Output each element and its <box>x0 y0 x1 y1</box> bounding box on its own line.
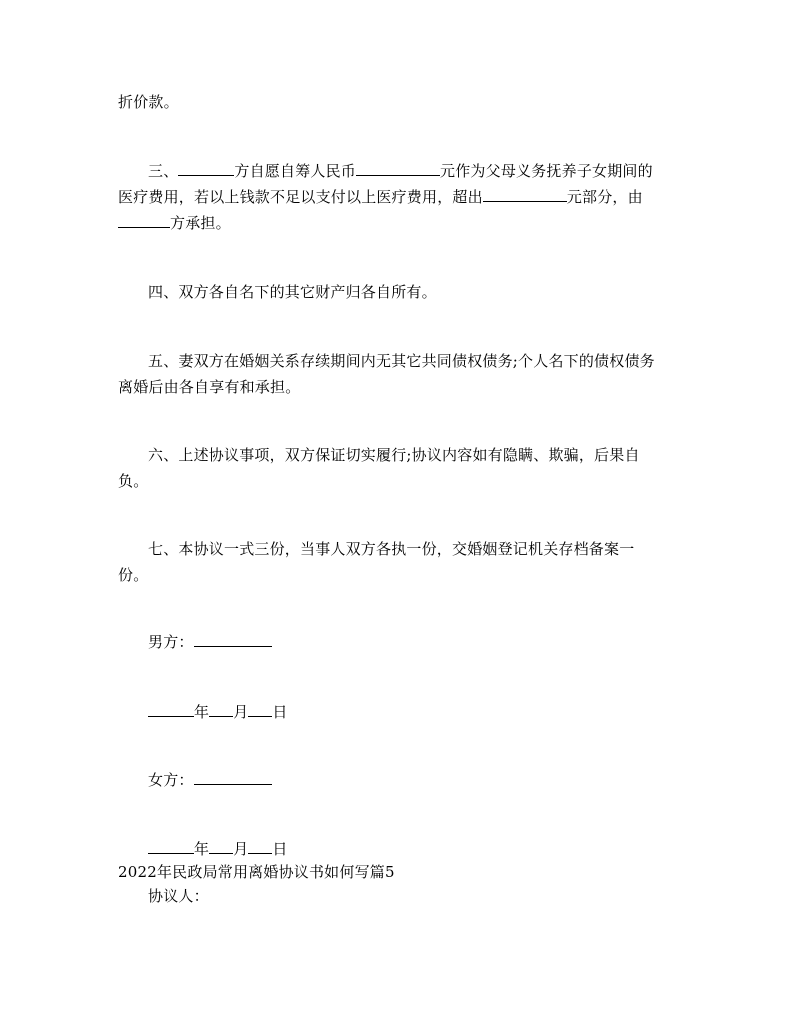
female-signature-line: 女方： <box>148 768 272 792</box>
male-signature-line: 男方： <box>148 630 272 654</box>
clause-7-line-2: 份。 <box>118 566 149 584</box>
blank-field <box>118 213 170 228</box>
female-date-line: 年 月 日 <box>148 837 288 861</box>
blank-field <box>194 770 272 785</box>
blank-field <box>194 632 272 647</box>
blank-field <box>178 161 234 176</box>
clause-6-line-1: 六、上述协议事项，双方保证切实履行;协议内容如有隐瞒、欺骗，后果自 <box>148 446 640 464</box>
blank-field <box>148 839 194 854</box>
section-heading: 2022年民政局常用离婚协议书如何写篇5 <box>118 863 395 881</box>
clause-5-line-2: 离婚后由各自享有和承担。 <box>118 378 301 396</box>
blank-field <box>483 187 567 202</box>
clause-7-line-1: 七、本协议一式三份，当事人双方各执一份，交婚姻登记机关存档备案一 <box>148 540 635 558</box>
blank-field <box>209 702 233 717</box>
clause-4: 四、双方各自名下的其它财产归各自所有。 <box>148 283 437 301</box>
clause-3-line-2: 医疗费用，若以上钱款不足以支付以上医疗费用，超出 元部分，由 <box>118 188 643 206</box>
party-label: 协议人： <box>148 887 209 905</box>
blank-field <box>248 702 272 717</box>
clause-3-line-3: 方承担。 <box>118 211 231 235</box>
blank-field <box>248 839 272 854</box>
male-date-line: 年 月 日 <box>148 700 288 724</box>
blank-field <box>209 839 233 854</box>
blank-field <box>148 702 194 717</box>
clause-3-line-1: 三、 方自愿自筹人民币 元作为父母义务抚养子女期间的 <box>148 162 653 180</box>
clause-6-line-2: 负。 <box>118 472 149 490</box>
blank-field <box>356 161 440 176</box>
text-line: 折价款。 <box>118 93 179 111</box>
clause-5-line-1: 五、妻双方在婚姻关系存续期间内无其它共同债权债务;个人名下的债权债务 <box>148 352 655 370</box>
